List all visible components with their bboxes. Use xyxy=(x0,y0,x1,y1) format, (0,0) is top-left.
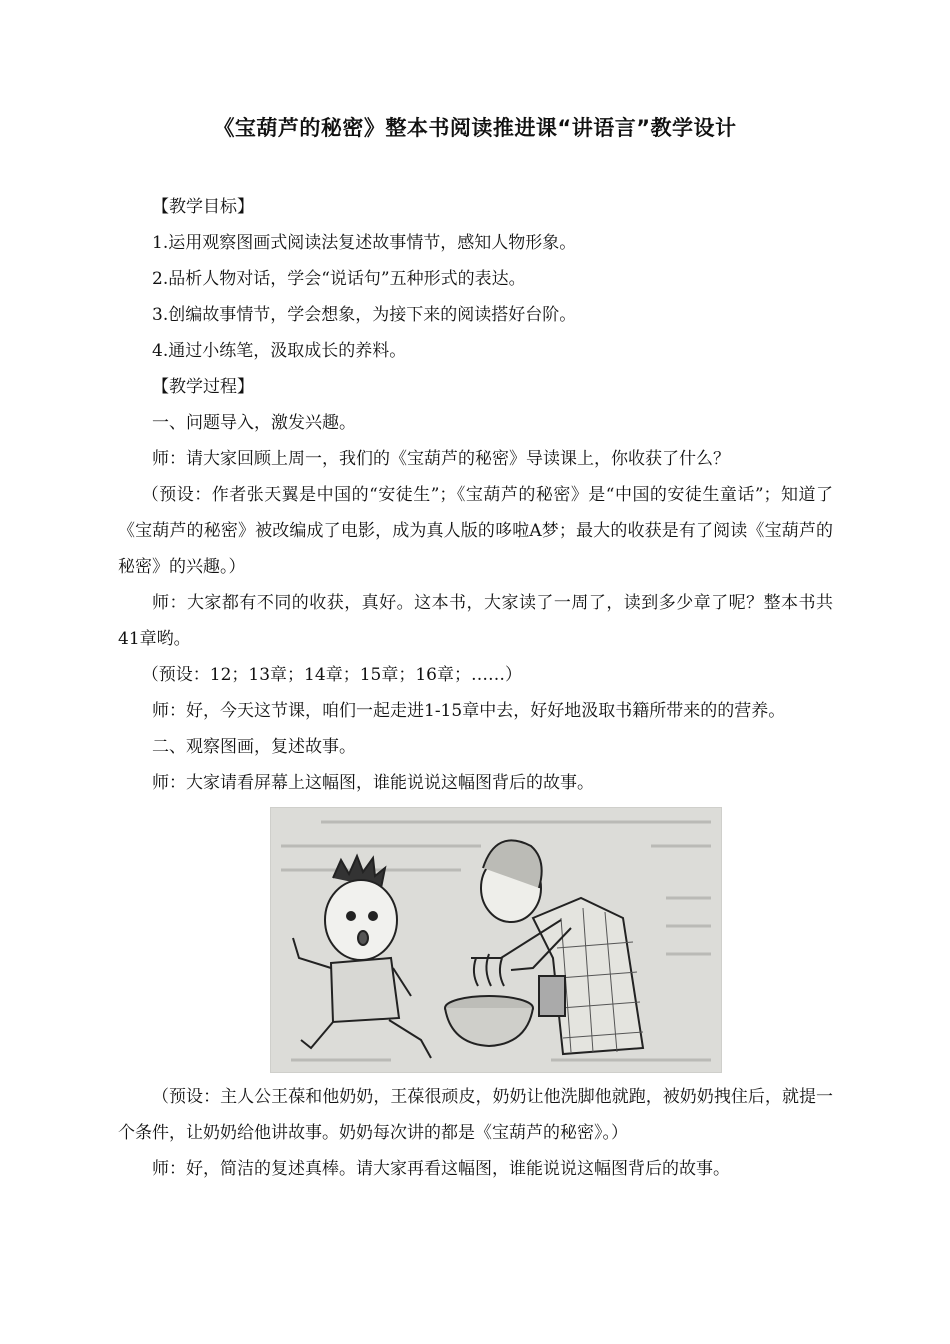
paragraph: 【教学目标】 xyxy=(152,197,254,217)
paragraph: 师：大家请看屏幕上这幅图，谁能说说这幅图背后的故事。 xyxy=(152,773,594,793)
paragraph: 师：大家都有不同的收获，真好。这本书，大家读了一周了，读到多少章了呢？整本书共41章哟。 xyxy=(118,593,833,649)
paragraph: 师：好，简洁的复述真棒。请大家再看这幅图，谁能说说这幅图背后的故事。 xyxy=(152,1159,730,1179)
document-body xyxy=(118,189,833,1187)
paragraph: 二、观察图画，复述故事。 xyxy=(152,737,356,757)
basin-figure xyxy=(445,954,533,1046)
paragraph: （预设：主人公王葆和他奶奶，王葆很顽皮，奶奶让他洗脚他就跑，被奶奶拽住后，就提一个条件，让奶奶给他讲故事。奶奶每次讲的都是《宝葫芦的秘密》。） xyxy=(118,1087,833,1143)
illustration-image xyxy=(270,807,722,1073)
paragraph: 3.创编故事情节，学会想象，为接下来的阅读搭好台阶。 xyxy=(152,305,577,325)
paragraph: 一、问题导入，激发兴趣。 xyxy=(152,413,356,433)
boy-figure xyxy=(293,856,431,1058)
paragraph: （预设：作者张天翼是中国的“安徒生”；《宝葫芦的秘密》是“中国的安徒生童话”；知道了《宝葫芦的秘密》被改编成了电影，成为真人版的哆啦A梦；最大的收获是有了阅读《宝葫芦的秘密》的兴趣。） xyxy=(118,485,833,577)
paragraph: 【教学过程】 xyxy=(152,377,254,397)
paragraph: 2.品析人物对话，学会“说话句”五种形式的表达。 xyxy=(152,269,526,289)
paragraph: 师：请大家回顾上周一，我们的《宝葫芦的秘密》导读课上，你收获了什么？ xyxy=(152,449,730,469)
paragraph: 师：好，今天这节课，咱们一起走进1-15章中去，好好地汲取书籍所带来的的营养。 xyxy=(152,701,786,721)
illustration-drawing xyxy=(271,808,721,1072)
paragraph: 1.运用观察图画式阅读法复述故事情节，感知人物形象。 xyxy=(152,233,577,253)
paragraph: （预设：12；13章；14章；15章；16章；……） xyxy=(141,665,522,685)
document-title: 《宝葫芦的秘密》整本书阅读推进课“讲语言”教学设计 xyxy=(213,116,737,140)
paragraph: 4.通过小练笔，汲取成长的养料。 xyxy=(152,341,407,361)
